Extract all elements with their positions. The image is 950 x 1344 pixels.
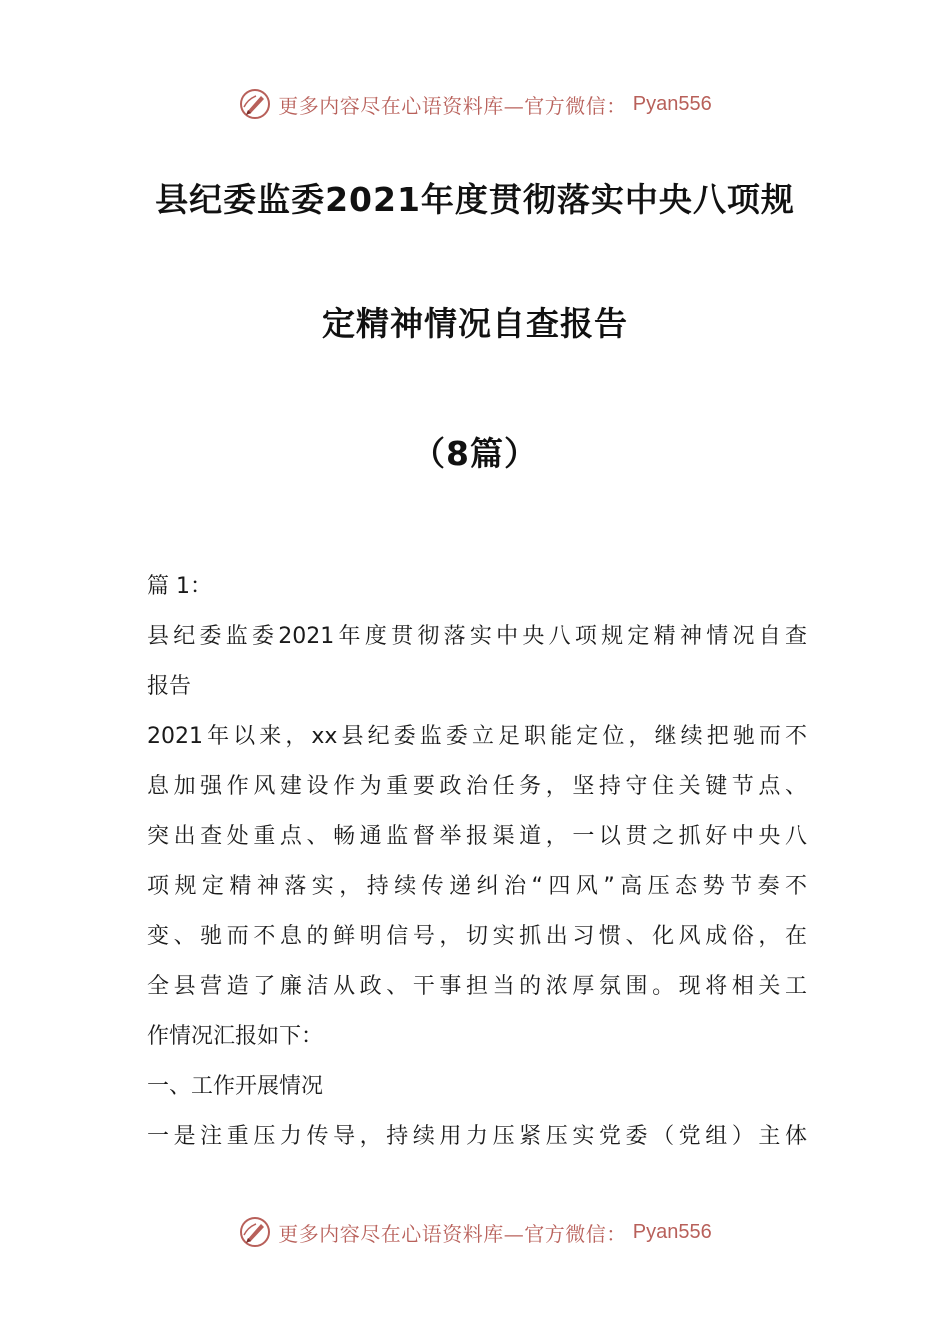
- watermark-wechat-id: Pyan556: [632, 92, 712, 115]
- document-body: [147, 568, 807, 1168]
- section-heading: 一、工作开展情况: [147, 1074, 324, 1099]
- document-title-count: （8篇）: [412, 434, 538, 473]
- body-line: 项规定精神落实，持续传递纠治“四风”高压态势节奏不: [147, 874, 807, 899]
- watermark-text: 更多内容尽在心语资料库—官方微信：: [278, 1221, 627, 1246]
- document-title-line-2: 定精神情况自查报告: [322, 304, 628, 343]
- pen-logo-icon: [238, 1215, 272, 1249]
- body-line: 变、驰而不息的鲜明信号，切实抓出习惯、化风成俗，在: [147, 924, 807, 949]
- body-line: 2021年以来，xx县纪委监委立足职能定位，继续把驰而不: [147, 724, 807, 749]
- watermark-wechat-id: Pyan556: [632, 1220, 712, 1243]
- document-title-line-1: 县纪委监委2021年度贯彻落实中央八项规: [155, 180, 795, 219]
- watermark-text: 更多内容尽在心语资料库—官方微信：: [278, 93, 627, 118]
- body-line: 息加强作风建设作为重要政治任务，坚持守住关键节点、: [147, 774, 807, 799]
- body-line: 报告: [147, 674, 192, 699]
- section-label: 篇 1：: [147, 574, 212, 599]
- watermark-footer: [0, 1212, 950, 1252]
- pen-logo-icon: [238, 87, 272, 121]
- watermark-header: [0, 84, 950, 124]
- body-line: 突出查处重点、畅通监督举报渠道，一以贯之抓好中央八: [147, 824, 807, 849]
- body-line: 全县营造了廉洁从政、干事担当的浓厚氛围。现将相关工: [147, 974, 807, 999]
- body-line: 作情况汇报如下：: [147, 1024, 324, 1049]
- body-line: 县纪委监委2021年度贯彻落实中央八项规定精神情况自查: [147, 624, 807, 649]
- body-line: 一是注重压力传导，持续用力压紧压实党委（党组）主体: [147, 1124, 807, 1149]
